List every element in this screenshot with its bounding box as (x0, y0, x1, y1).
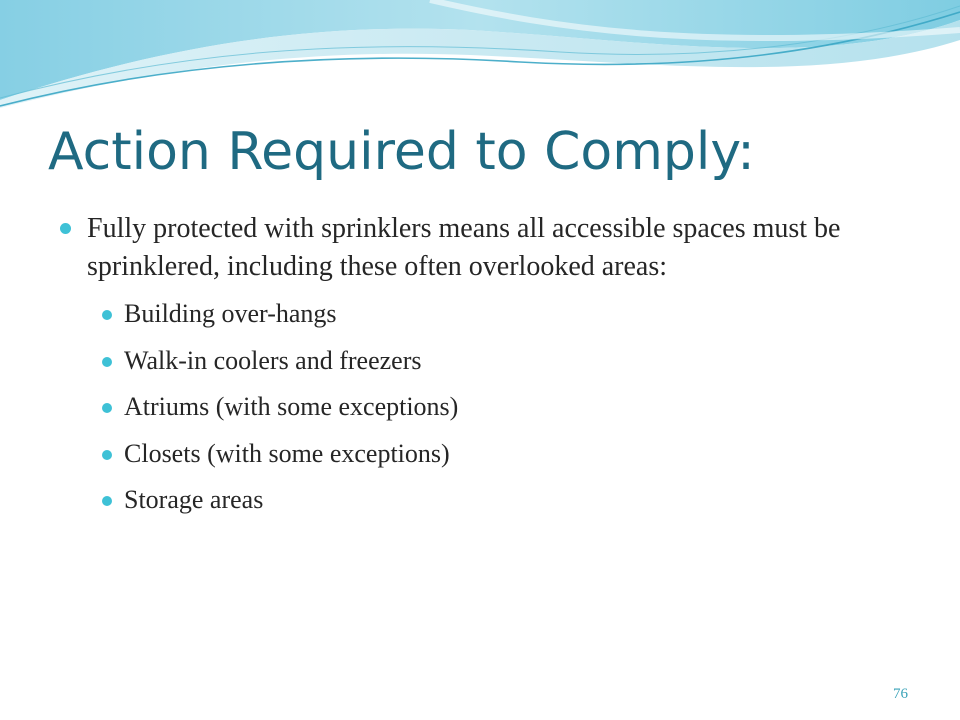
bullet-icon (102, 310, 112, 320)
sub-bullet-list (60, 298, 880, 516)
sub-bullet-item (100, 345, 880, 377)
page-number: 76 (893, 686, 908, 702)
sub-bullet-text: Atriums (with some exceptions) (124, 392, 459, 421)
sub-bullet-text: Building over-hangs (124, 299, 337, 328)
sub-bullet-item (100, 298, 880, 330)
bullet-icon (102, 450, 112, 460)
bullet-icon (102, 496, 112, 506)
sub-bullet-text: Walk-in coolers and freezers (124, 345, 422, 375)
sub-bullet-item (100, 484, 880, 516)
sub-bullet-item (100, 391, 880, 423)
header-wave-decoration (0, 0, 960, 130)
sub-bullet-text: Storage areas (124, 485, 264, 514)
bullet-icon (102, 403, 112, 413)
bullet-icon (60, 223, 71, 234)
sub-bullet-item (100, 438, 880, 470)
main-bullet (60, 210, 880, 286)
main-bullet-text: Fully protected with sprinklers means all accessible spaces must be sprinklered, including these often overlooked areas: (87, 213, 841, 282)
bullet-icon (102, 357, 112, 367)
slide-title: Action Required to Comply: (48, 122, 755, 182)
slide-body (60, 210, 880, 531)
sub-bullet-text: Closets (with some exceptions) (124, 438, 450, 468)
